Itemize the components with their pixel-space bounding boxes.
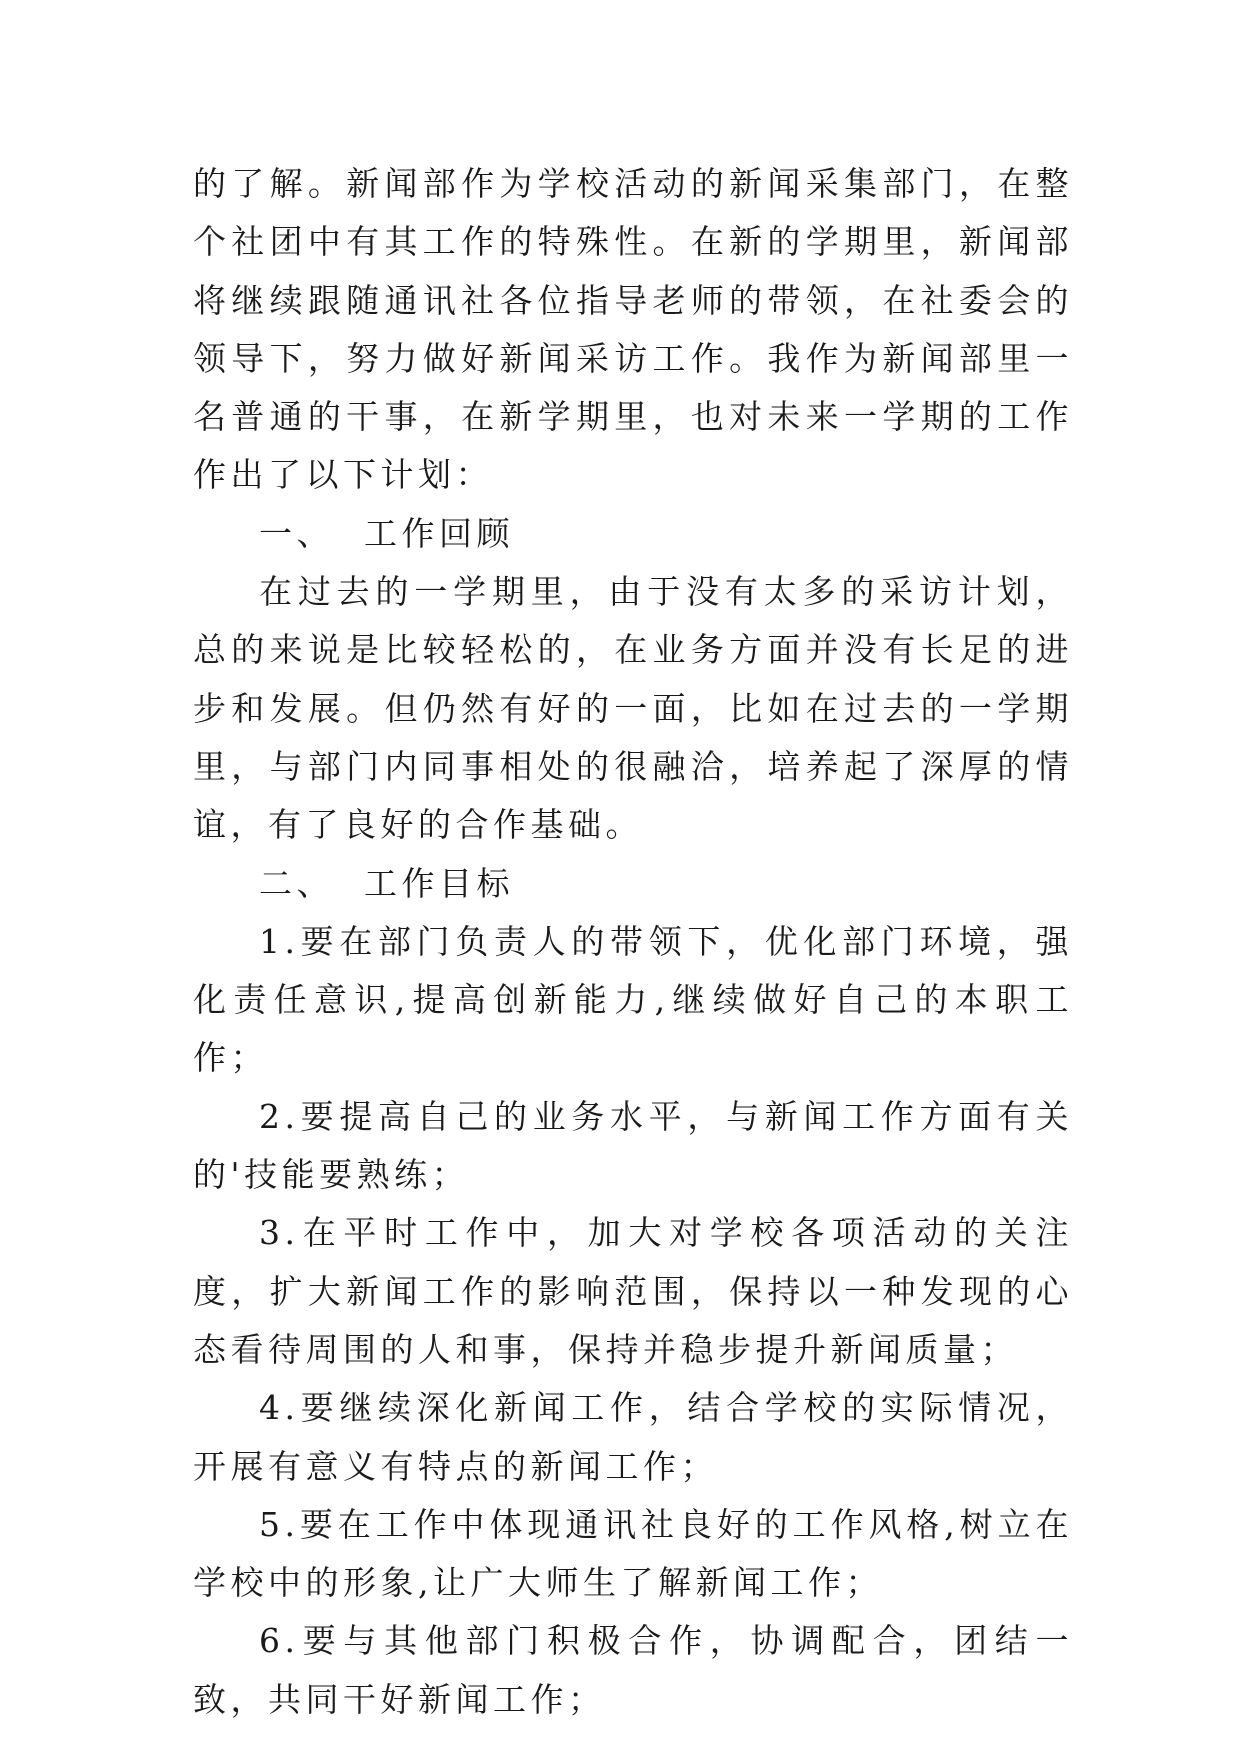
goal-item-6: 6.要与其他部门积极合作，协调配合，团结一致，共同干好新闻工作； (193, 1621, 1073, 1719)
goal-item-1: 1.要在部门负责人的带领下，优化部门环境，强化责任意识,提高创新能力,继续做好自己的本职工作； (193, 921, 1073, 1078)
goal-item-4: 4.要继续深化新闻工作，结合学校的实际情况，开展有意义有特点的新闻工作； (193, 1388, 1073, 1486)
section-heading-goals: 二、 工作目标 (259, 863, 514, 903)
review-paragraph: 在过去的一学期里，由于没有太多的采访计划，总的来说是比较轻松的，在业务方面并没有长足的进步和发展。但仍然有好的一面，比如在过去的一学期里，与部门内同事相处的很融洽，培养起了深厚的情谊，有了良好的合作基础。 (193, 572, 1073, 845)
document-body (193, 155, 1073, 1729)
section-heading-review: 一、 工作回顾 (259, 513, 514, 553)
goal-item-3: 3.在平时工作中，加大对学校各项活动的关注度，扩大新闻工作的影响范围，保持以一种发现的心态看待周围的人和事，保持并稳步提升新闻质量； (193, 1213, 1073, 1369)
goal-item-2: 2.要提高自己的业务水平，与新闻工作方面有关的'技能要熟练； (193, 1096, 1073, 1195)
intro-paragraph: 的了解。新闻部作为学校活动的新闻采集部门，在整个社团中有其工作的特殊性。在新的学期里，新闻部将继续跟随通讯社各位指导老师的带领，在社委会的领导下，努力做好新闻采访工作。我作为新闻部里一名普通的干事，在新学期里，也对未来一学期的工作作出了以下计划： (193, 164, 1073, 495)
goal-item-5: 5.要在工作中体现通讯社良好的工作风格,树立在学校中的形象,让广大师生了解新闻工作； (193, 1504, 1073, 1603)
